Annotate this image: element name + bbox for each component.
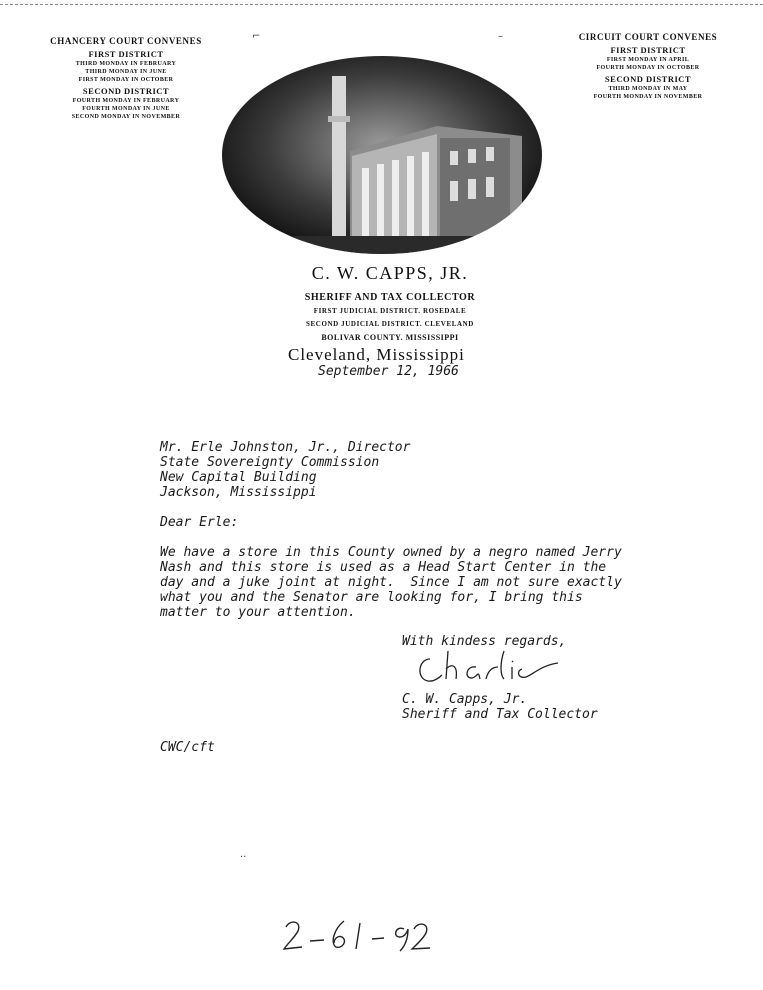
letterhead-title: SHERIFF AND TAX COLLECTOR [304, 292, 476, 303]
letter-date: September 12, 1966 [318, 364, 459, 379]
courthouse-vignette [222, 56, 542, 254]
address-line: State Sovereignty Commission [160, 455, 380, 470]
circuit-second-line: THIRD MONDAY IN MAY [608, 86, 688, 92]
circuit-heading: CIRCUIT COURT CONVENES [578, 32, 718, 42]
chancery-first-line: THIRD MONDAY IN JUNE [85, 69, 167, 75]
circuit-first-line: FOURTH MONDAY IN OCTOBER [596, 65, 700, 71]
chancery-second-district: SECOND DISTRICT [82, 86, 170, 96]
scan-speck: ·· [240, 852, 247, 863]
closing: With kindess regards, [402, 634, 567, 649]
page-top-edge [0, 4, 763, 5]
chancery-first-line: THIRD MONDAY IN FEBRUARY [75, 61, 177, 67]
letterhead-city: Cleveland, Mississippi [288, 345, 465, 364]
handwritten-file-number [280, 915, 440, 955]
scan-speck: – [498, 31, 503, 42]
chancery-second-line: FOURTH MONDAY IN FEBRUARY [72, 98, 180, 104]
chancery-first-line: FIRST MONDAY IN OCTOBER [78, 77, 174, 83]
letter-body: We have a store in this County owned by a negro named Jerry Nash and this store is used as a Head Start Center in the day and a juke joint at night. Since I am not sure exactly what you and the Senator are looking for, I bring this matter to your attention. [160, 545, 622, 620]
circuit-second-district: SECOND DISTRICT [604, 74, 692, 84]
chancery-court-schedule [38, 35, 214, 121]
circuit-first-line: FIRST MONDAY IN APRIL [606, 57, 690, 63]
circuit-second-line: FOURTH MONDAY IN NOVEMBER [593, 94, 703, 100]
signer-name: C. W. Capps, Jr. [402, 692, 528, 707]
address-line: Mr. Erle Johnston, Jr., Director [160, 440, 411, 455]
letterhead-first-district: FIRST JUDICIAL DISTRICT. ROSEDALE [313, 307, 467, 315]
signer-title: Sheriff and Tax Collector [402, 707, 598, 722]
letterhead-second-district: SECOND JUDICIAL DISTRICT. CLEVELAND [306, 320, 474, 328]
chancery-second-line: FOURTH MONDAY IN JUNE [82, 106, 170, 112]
reference-initials: CWC/cft [160, 740, 215, 755]
address-line: Jackson, Mississippi [160, 485, 317, 500]
scan-speck: ⌐ [252, 31, 261, 42]
chancery-heading: CHANCERY COURT CONVENES [50, 36, 202, 46]
circuit-first-district: FIRST DISTRICT [610, 45, 686, 55]
handwritten-signature [412, 645, 582, 687]
circuit-court-schedule [560, 31, 736, 101]
salutation: Dear Erle: [160, 515, 239, 530]
address-line: New Capital Building [160, 470, 317, 485]
letterhead-name: C. W. CAPPS, JR. [311, 263, 469, 283]
chancery-second-line: SECOND MONDAY IN NOVEMBER [71, 114, 181, 120]
letterhead-county: BOLIVAR COUNTY. MISSISSIPPI [321, 333, 459, 342]
chancery-first-district: FIRST DISTRICT [88, 49, 164, 59]
